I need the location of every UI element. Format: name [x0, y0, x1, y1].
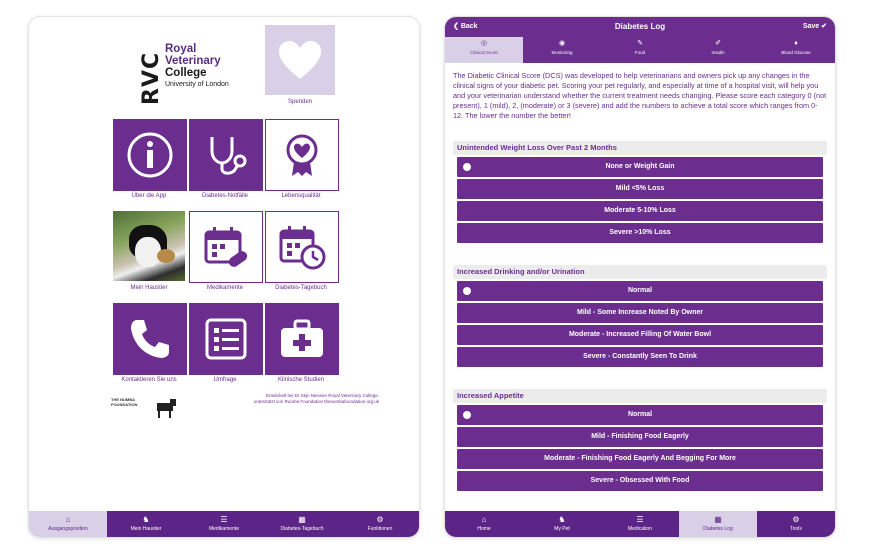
option-button[interactable]	[457, 405, 823, 425]
chevron-left-icon: ❮	[453, 23, 461, 30]
option-label: Mild <5% Loss	[615, 185, 665, 192]
calendar-icon: ▦	[714, 515, 722, 524]
radio-selected-icon	[463, 163, 471, 171]
left-tab-bar	[29, 511, 419, 537]
rvc-wordmark	[165, 43, 229, 91]
option-button[interactable]	[457, 223, 823, 243]
logo-line-2: Veterinary	[165, 55, 221, 67]
left-app-screen	[28, 16, 420, 538]
tab-functions[interactable]	[341, 511, 419, 537]
tab-diabetes-diary[interactable]	[263, 511, 341, 537]
clipboard-icon: ◎	[480, 40, 488, 47]
option-label: Moderate - Increased Filling Of Water Bowl	[568, 331, 712, 338]
calendar-icon: ▦	[298, 515, 306, 524]
dog-icon: ♞	[558, 515, 566, 524]
seg-clinical-score[interactable]	[445, 37, 523, 63]
stethoscope-icon	[202, 131, 250, 179]
tile-my-pet-label: Mein Haustier	[130, 285, 168, 291]
home-icon: ⌂	[481, 515, 487, 524]
seg-insulin[interactable]	[679, 37, 757, 63]
tile-quality-of-life[interactable]	[265, 119, 339, 191]
option-label: Severe - Obsessed With Food	[590, 477, 690, 484]
save-label: Save	[802, 23, 820, 30]
tab-tools[interactable]	[757, 511, 835, 537]
tab-my-pet[interactable]	[523, 511, 601, 537]
tab-home[interactable]	[29, 511, 107, 537]
tile-clinical-studies[interactable]	[265, 303, 339, 375]
section-title: Increased Drinking and/or Urination	[453, 265, 827, 279]
syringe-icon: ✐	[715, 40, 721, 47]
option-label: Severe - Constantly Seen To Drink	[583, 353, 697, 360]
tile-about-app[interactable]	[113, 119, 187, 191]
tab-my-pet[interactable]	[107, 511, 185, 537]
rvc-letters: RVC	[139, 51, 164, 105]
radio-selected-icon	[463, 287, 471, 295]
tile-medications-label: Medikamente	[206, 285, 244, 291]
section-drinking	[453, 265, 827, 367]
list-icon: ☰	[636, 515, 644, 524]
tab-tools-label: Tools	[790, 526, 802, 532]
seg-clinical-score-label: Clinical Score	[470, 50, 498, 55]
home-icon: ⌂	[65, 515, 71, 524]
option-label: Normal	[627, 411, 653, 418]
option-label: Moderate - Finishing Food Eagerly And Begging For More	[544, 455, 736, 462]
section-weight-loss	[453, 141, 827, 243]
option-label: Mild - Some Increase Noted By Owner	[576, 309, 704, 316]
seg-food[interactable]	[601, 37, 679, 63]
tile-diabetes-diary[interactable]	[265, 211, 339, 283]
option-label: Mild - Finishing Food Eagerly	[591, 433, 689, 440]
seg-insulin-label: Insulin	[711, 50, 725, 55]
tab-functions-label: Funktionen	[367, 526, 393, 532]
tile-quality-of-life-label: Lebensqualität	[281, 193, 321, 199]
option-button[interactable]	[457, 157, 823, 177]
save-button[interactable]	[803, 22, 827, 30]
option-label: Moderate 5-10% Loss	[604, 207, 676, 214]
list-icon: ☰	[220, 515, 228, 524]
option-button[interactable]	[457, 427, 823, 447]
tile-survey-label: Umfrage	[213, 377, 237, 383]
numba-dog-logo	[153, 397, 179, 419]
option-button[interactable]	[457, 179, 823, 199]
logo-line-1: Royal	[165, 43, 197, 55]
tab-home[interactable]	[445, 511, 523, 537]
tab-home-label: Home	[477, 526, 491, 532]
bowl-icon: ✎	[637, 40, 643, 47]
drop-icon: ♦	[794, 40, 798, 47]
tile-diabetes-emergencies[interactable]	[189, 119, 263, 191]
tab-medications[interactable]	[185, 511, 263, 537]
section-appetite	[453, 389, 827, 491]
phone-icon	[127, 316, 173, 362]
option-button[interactable]	[457, 303, 823, 323]
tab-medications-label: Medikamente	[208, 526, 239, 532]
spenden-tile[interactable]	[265, 25, 335, 95]
option-button[interactable]	[457, 325, 823, 345]
radio-selected-icon	[463, 411, 471, 419]
tile-contact-us-label: Kontaktieren Sie uns	[121, 377, 177, 383]
seg-blood-glucose-label: Blood Glucose	[781, 50, 811, 55]
option-button[interactable]	[457, 281, 823, 301]
eye-icon: ◉	[558, 40, 566, 47]
seg-monitoring[interactable]	[523, 37, 601, 63]
tile-survey[interactable]	[189, 303, 263, 375]
gear-icon: ⚙	[792, 515, 800, 524]
option-button[interactable]	[457, 449, 823, 469]
segment-bar	[445, 37, 835, 63]
calendar-clock-icon	[277, 223, 327, 271]
tab-my-pet-label: My Pet	[554, 526, 570, 532]
tab-my-pet-label: Mein Haustier	[130, 526, 162, 532]
numba-foundation-name: THE NUMBA FOUNDATION	[111, 397, 138, 407]
page-title: Diabetes Log	[614, 22, 666, 31]
medical-kit-icon	[278, 319, 326, 359]
nav-bar	[445, 17, 835, 37]
checklist-icon	[204, 317, 248, 361]
calendar-pill-icon	[202, 224, 250, 270]
tab-diabetes-log[interactable]	[679, 511, 757, 537]
tab-medication-label: Medication	[627, 526, 653, 532]
tile-diabetes-emergencies-label: Diabetes-Notfälle	[201, 193, 249, 199]
seg-blood-glucose[interactable]	[757, 37, 835, 63]
seg-food-label: Food	[634, 50, 646, 55]
option-label: Severe >10% Loss	[609, 229, 671, 236]
option-label: Normal	[627, 287, 653, 294]
tile-diabetes-diary-label: Diabetes-Tagebuch	[275, 285, 327, 291]
seg-monitoring-label: Monitoring	[551, 50, 573, 55]
logo-line-4: University of London	[165, 81, 229, 88]
tile-about-app-label: Über die App	[131, 193, 167, 199]
gear-icon: ⚙	[376, 515, 384, 524]
tile-contact-us[interactable]	[113, 303, 187, 375]
section-title: Increased Appetite	[453, 389, 827, 403]
intro-text: The Diabetic Clinical Score (DCS) was developed to help veterinarians and owners pick up any changes in the clinical signs of your diabetic pet. Scoring your pet regularly, and especially at time of a hospital visit, will help you and your veterinarian understand whether the current treatment needs changing. Please score each category 0 (not present), 1 (mild), 2, (moderate) or 3 (severe) and add the numbers to achieve a total score which ranges from 0-12. The lower the number the better!	[453, 71, 827, 120]
back-label: Back	[460, 23, 478, 30]
option-button[interactable]	[457, 347, 823, 367]
credits-line-1: Entwickelt bei Dr Stijn Niessen Royal Veterinary College,	[265, 393, 379, 398]
pet-photo-part	[157, 249, 175, 263]
check-icon: ✔	[819, 23, 827, 30]
option-button[interactable]	[457, 471, 823, 491]
logo-line-3: College	[165, 67, 207, 79]
section-title: Unintended Weight Loss Over Past 2 Months	[453, 141, 827, 155]
award-heart-icon	[282, 132, 322, 178]
right-tab-bar	[445, 511, 835, 537]
right-app-screen	[444, 16, 836, 538]
info-icon	[126, 131, 174, 179]
tab-diabetes-log-label: Diabetes Log	[703, 526, 733, 532]
tab-home-label: Ausgangsposition	[48, 526, 88, 532]
credits-line-2: unterstützt von Rumba Foundation thenumbafoundation.org.uk	[253, 399, 379, 404]
tab-medication[interactable]	[601, 511, 679, 537]
dog-icon: ♞	[142, 515, 150, 524]
tile-medications[interactable]	[189, 211, 263, 283]
tile-clinical-studies-label: Klinische Studien	[277, 377, 325, 383]
option-button[interactable]	[457, 201, 823, 221]
option-label: None or Weight Gain	[605, 163, 675, 170]
spenden-label: Spenden	[287, 99, 313, 105]
tile-my-pet[interactable]	[113, 211, 185, 281]
heart-icon	[277, 39, 323, 81]
tab-diabetes-diary-label: Diabetes-Tagebuch	[280, 526, 324, 532]
